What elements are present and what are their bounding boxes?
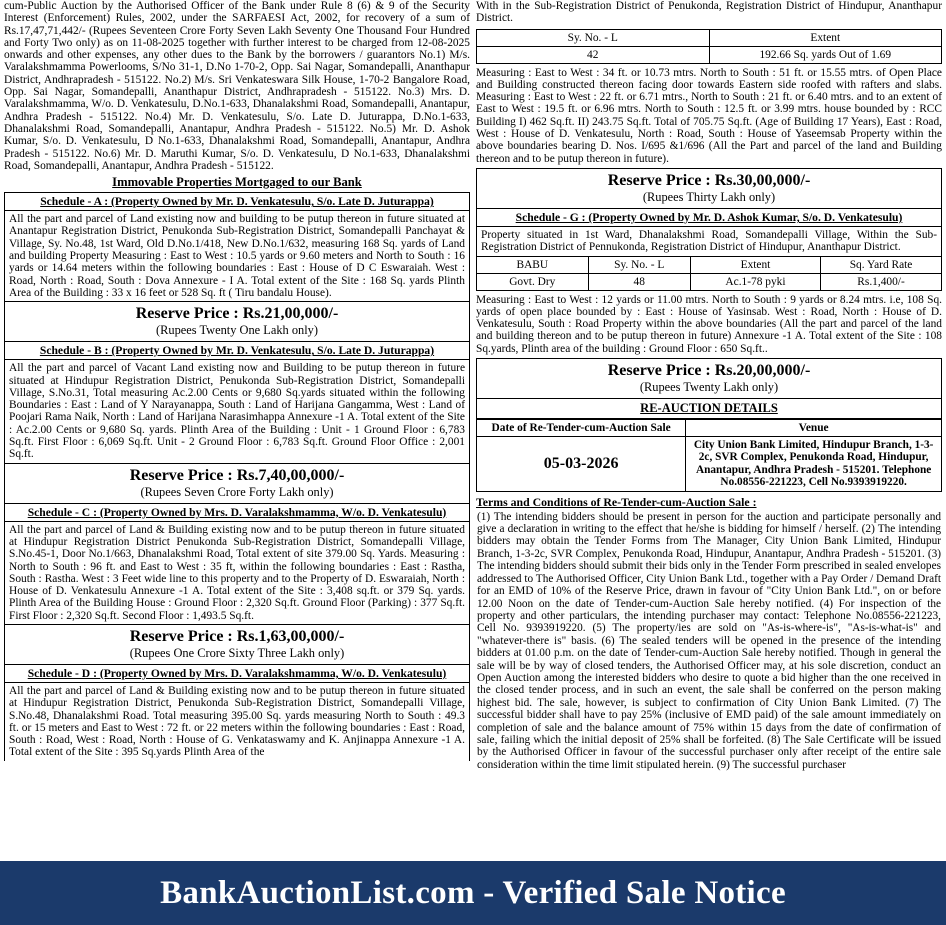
schedule-c-price-amount: Reserve Price : Rs.1,63,00,000/- <box>129 627 345 645</box>
schedule-c-header: Schedule - C : (Property Owned by Mrs. D. Varalakshmamma, W/o. D. Venkatesulu) <box>4 504 470 521</box>
table-g-cell-extent: Ac.1-78 pyki <box>690 273 820 290</box>
schedule-a-body: All the part and parcel of Land existing now and building to be putup thereon in future situated at Anantapur Registration District, Penukonda Sub-Registration District, Somandepalli Panchayat & Village, Sy. No.48, 1st Ward, Old D.No.1/418, New D.No.1/632, measuring 168 Sq. yards of Land and building Property Measuring : East to West : 10.5 yards or 9.60 meters and North to South : 16 yards or 14.64 meters within the following boundaries : East : House of D C Eswaraiah. West : Road, North : Road, South : Dova Annexure - I A. Total extent of the Site : 168 Sq. yards Plinth Area of the Building : 33 x 16 feet or 528 Sq. ft ( Tiru bandalu House). <box>4 210 470 302</box>
schedule-g-price <box>476 358 942 399</box>
table-g-header-syno: Sy. No. - L <box>588 256 690 273</box>
schedule-b-price-words: (Rupees Seven Crore Forty Lakh only) <box>140 484 334 499</box>
watermark-banner <box>0 861 946 925</box>
table-row <box>477 273 942 290</box>
schedule-b-header: Schedule - B : (Property Owned by Mr. D. Venkatesulu, S/o. Late D. Juturappa) <box>4 342 470 359</box>
table-g-header-babu: BABU <box>477 256 589 273</box>
table-f-cell-extent: 192.66 Sq. yards Out of 1.69 <box>709 46 942 63</box>
table-g-cell-babu: Govt. Dry <box>477 273 589 290</box>
schedule-f-price-words: (Rupees Thirty Lakh only) <box>642 189 776 204</box>
venue-header-date: Date of Re-Tender-cum-Auction Sale <box>477 420 686 437</box>
table-header-row <box>477 256 942 273</box>
schedule-a-price-words: (Rupees Twenty One Lakh only) <box>155 323 318 338</box>
table-g-header-rate: Sq. Yard Rate <box>821 256 942 273</box>
schedule-a-price-amount: Reserve Price : Rs.21,00,000/- <box>135 305 339 323</box>
watermark-text: BankAuctionList.com - Verified Sale Notice <box>160 874 786 911</box>
schedule-b-price <box>4 464 470 504</box>
schedule-g-header: Schedule - G : (Property Owned by Mr. D. Ashok Kumar, S/o. D. Venkatesulu) <box>476 209 942 226</box>
venue-header-venue: Venue <box>686 420 942 437</box>
schedule-b-price-amount: Reserve Price : Rs.7,40,00,000/- <box>129 466 345 484</box>
schedule-c-price <box>4 625 470 665</box>
schedule-g-measuring: Measuring : East to West : 12 yards or 11.00 mtrs. North to South : 9 yards or 8.24 mtrs. i.e, 108 Sq. yards of open place bounded by : East : House of Yasinsab. West : Road, North : House of D. Venkatesulu, South : Road Property within the above boundaries (All the part and parcel of the land and building thereon and to be putup thereon in future) Annexure -1 A. Total extent of the Site : 108 Sq.yards, Plinth area of the building : Ground Floor : 650 Sq.ft.. <box>476 293 942 355</box>
table-f-cell-syno: 42 <box>477 46 710 63</box>
schedule-g-price-words: (Rupees Twenty Lakh only) <box>639 380 779 395</box>
schedule-c-body: All the part and parcel of Land & Building existing now and to be putup thereon in future situated at Hindupur Registration District Penukonda Sub-Registration District, Somandepalli Village, S.No.45-1, Door No.1/663, Dhanalakshmi Road, Total extent of site 379.00 Sq. Yards. Measuring : North to South : 96 ft. and East to West : 35 ft, within the following boundaries : East : Rastha, South : Rastha. West : 3 Feet wide line to this property and to the Property of D. Eswaraiah, North : House of D. Venkatesulu Annexure -1 A. Total extent of the Site : 3,408 sq.ft. or 379 Sq. yards. Plinth Area of the Building House : Ground Floor : 2,320 Sq.ft. Ground Floor (Parking) : 377 Sq.ft. First Floor : 2,320 Sq.ft. Second Floor : 1,493.5 Sq.ft. <box>4 521 470 625</box>
auction-venue-address: City Union Bank Limited, Hindupur Branch, 1-3-2c, SVR Complex, Penukonda Road, Hindupur, Anantapur, Andhra Pradesh - 515201. Telephone No.08556-221223, Cell No.9393919220. <box>686 437 942 492</box>
schedule-f-price-amount: Reserve Price : Rs.30,00,000/- <box>607 171 811 189</box>
table-g-cell-syno: 48 <box>588 273 690 290</box>
terms-title: Terms and Conditions of Re-Tender-cum-Auction Sale : <box>476 494 757 509</box>
table-g-header-extent: Extent <box>690 256 820 273</box>
auction-date: 05-03-2026 <box>477 437 686 492</box>
table-header-row <box>477 29 942 46</box>
schedule-d-body: All the part and parcel of Land & Building existing now and to be putup thereon in future situated at Hindupur Registration District, Penukonda Sub-Registration District, Somandepalli Village, S.No.48, Dhanalakshmi Road. Total measuring 395.00 Sq. yards measuring North to South : 49.3 ft. or 15 meters and East to West : 72 ft. or 22 meters within the following boundaries : East : Road, South : Road, West : Road, North : House of G. Venkataswamy and K. Anjinappa Annexure -1 A. Total extent of the Site : 395 Sq.yards Plinth Area of the <box>4 682 470 761</box>
schedule-b-body: All the part and parcel of Vacant Land existing now and Building to be putup thereon in future situated at Hindupur Registration District, Penukonda Sub-Registration District, Somandepalli Village, S.No.31, Total measuring Ac.2.00 Cents or 9,680 Sq.yards situated within the following Boundaries : East : Land of Y Narayanappa, South : Land of Harijana Gangamma, West : Land of Poojari Rama Naik, North : Land of Harijana Narasimhappa Annexure -1 A. Total extent of the Site : Ac.2.00 Cents or 9,680 Sq. yards. Plinth Area of the Building : Unit - 1 Ground Floor : 6,783 Sq.ft. First Floor : 6,069 Sq.ft. Unit - 2 Ground Floor : 6,783 Sq.ft. Ground Floor Office : 2,001 Sq.ft. <box>4 359 470 463</box>
schedule-f-continuation: With in the Sub-Registration District of Penukonda, Registration District of Hindupur, Ananthapur District. <box>476 0 942 25</box>
terms-body: (1) The intending bidders should be present in person for the auction and participate personally and give a declaration in writing to the effect that he/she is bidding for himself / herself. (2) The intending bidders may obtain the Tender Forms from The Manager, City Union Bank Limited, Hindupur Branch, 1-3-2c, SVR Complex, Penukonda Road, Hindupur, Anantapur, Andhra Pradesh - 515201. (3) The intending bidders should submit their bids only in the Tender Form prescribed in sealed envelopes addressed to The Authorised Officer, City Union Bank Ltd., together with a Pay Order / Demand Draft for an EMD of 10% of the Reserve Price, drawn in favour of "City Union Bank Ltd.", on or before 12.00 Noon on the date of Tender-cum-Auction Sale hereby notified. (4) For inspection of the property and other particulars, the intending purchaser may contact: Telephone No.08556-221223, Cell No. 9393919220. (5) The property/ies are sold on "As-is-where-is", "As-is-what-is" and "whatever-there is" basis. (6) The sealed tenders will be opened in the presence of the intending bidders at 01.00 p.m. on the date of Tender-cum-Auction Sale hereby notified. Though in general the sale will be by way of closed tenders, the Authorised Officer may, at his sole discretion, conduct an Open Auction among the interested bidders who desire to quote a bid higher than the one received in the closed tender process, and in such an event, the sale shall be conferred on the person making highest bid. The sale, however, is subject to confirmation of City Union Bank Limited. (7) The successful bidder shall have to pay 25% (inclusive of EMD paid) of the sale amount immediately on completion of sale and the balance amount of 75% within 15 days from the date of confirmation of sale, failing which the initial deposit of 25% shall be forfeited. (8) The Sale Certificate will be issued by the Authorised Officer in favour of the successful purchaser only after receipt of the entire sale consideration within the time limit stipulated herein. (9) The successful purchaser <box>477 510 941 771</box>
schedule-f-price <box>476 168 942 209</box>
table-f-header-syno: Sy. No. - L <box>477 29 710 46</box>
table-row <box>477 46 942 63</box>
immovable-properties-title: Immovable Properties Mortgaged to our Bank <box>112 175 362 190</box>
schedule-f-measuring: Measuring : East to West : 34 ft. or 10.73 mtrs. North to South : 51 ft. or 15.55 mtrs. of Open Place and Building constructed thereon facing door towards Eastern side roofed with rafters and slabs. Measuring : East to West : 22 ft. or 6.71 mtrs., North to South : 21 ft. or 6.40 mtrs. and to an extent of East to West : 19.5 ft. or 6.96 mtrs. North to South : 12.5 ft. or 3.99 mtrs. house bounded by : RCC Building I) 462 Sq.ft. II) 243.75 Sq.ft. Total of 705.75 Sq.ft. (Age of Building 17 Years), East : Road, West : House of D. Venkatesulu, North : Road, South : House of Yaseemsab Property within the above boundaries bearing D. Nos. I/695 &1/696 (All the Part and parcel of the land and Building thereon and to be putup thereon in future). <box>476 66 942 165</box>
left-column <box>4 0 470 761</box>
table-header-row <box>477 420 942 437</box>
schedule-g-body: Property situated in 1st Ward, Dhanalakshmi Road, Somandepalli Village, Within the Sub-Registration District of Pennukonda, Registration District of Hindupur, Ananthapur District. <box>476 226 942 256</box>
schedule-g-price-amount: Reserve Price : Rs.20,00,000/- <box>607 362 811 380</box>
re-auction-details-title: RE-AUCTION DETAILS <box>476 399 942 419</box>
table-g-cell-rate: Rs.1,400/- <box>821 273 942 290</box>
schedule-a-price <box>4 302 470 342</box>
table-row <box>477 437 942 492</box>
schedule-c-price-words: (Rupees One Crore Sixty Three Lakh only) <box>129 645 345 660</box>
right-column <box>476 0 942 771</box>
schedule-g-table <box>476 256 942 291</box>
intro-paragraph: cum-Public Auction by the Authorised Officer of the Bank under Rule 8 (6) & 9 of the Security Interest (Enforcement) Rules, 2002, under the SARFAESI Act, 2002, for recovery of a sum of Rs.17,47,71,442/- (Rupees Seventeen Crore Forty Seven Lakh Seventy One Thousand Four Hundred and Forty Two only) as on 11-08-2025 together with further interest to be charged from 12-08-2025 onwards and other expenses, any other dues to the Bank by the borrowers / guarantors No.1) M/s. Varalakshmamma Powerlooms, S/No 31-1, D.No 1-70-2, Opp. Sai Nagar, Somandepalli, Ananthapur District, Andhrapradesh - 515122. No.2) M/s. Sri Venkateswara Silk House, 1-70-2 Bangalore Road, Opp. Sai Nagar, Somandepalli, Ananthapur District, Andhrapradesh - 515122. No.3) Mrs. D. Varalakshmamma, W/o. D. Venkatesulu, D.No.1-633, Dhanalakshmi Road, Somandepalli, Anantapur, Andhra Pradesh - 515122. No.4) Mr. D. Venkatesulu, S/o. Late D. Juturappa, D.No.1-633, Dhanalakshmi Road, Somandepalli, Anantapur, Andhra Pradesh - 515122. No.5) Mr. D. Ashok Kumar, S/o. D. Venkatesulu, D No.1-633, Dhanalakshmi Road, Somandepalli, Anantapur, Andhra Pradesh - 515122. No.6) Mr. D. Maruthi Kumar, S/o. D. Venkatesulu, D No.1-633, Dhanalakshmi Road, Somandepalli, Anantapur, Andhra Pradesh - 515122. <box>4 0 470 172</box>
schedule-f-table <box>476 29 942 64</box>
schedule-a-header: Schedule - A : (Property Owned by Mr. D. Venkatesulu, S/o. Late D. Juturappa) <box>4 192 470 210</box>
table-f-header-extent: Extent <box>709 29 942 46</box>
auction-venue-table <box>476 419 942 492</box>
schedule-d-header: Schedule - D : (Property Owned by Mrs. D. Varalakshmamma, W/o. D. Venkatesulu) <box>4 665 470 682</box>
